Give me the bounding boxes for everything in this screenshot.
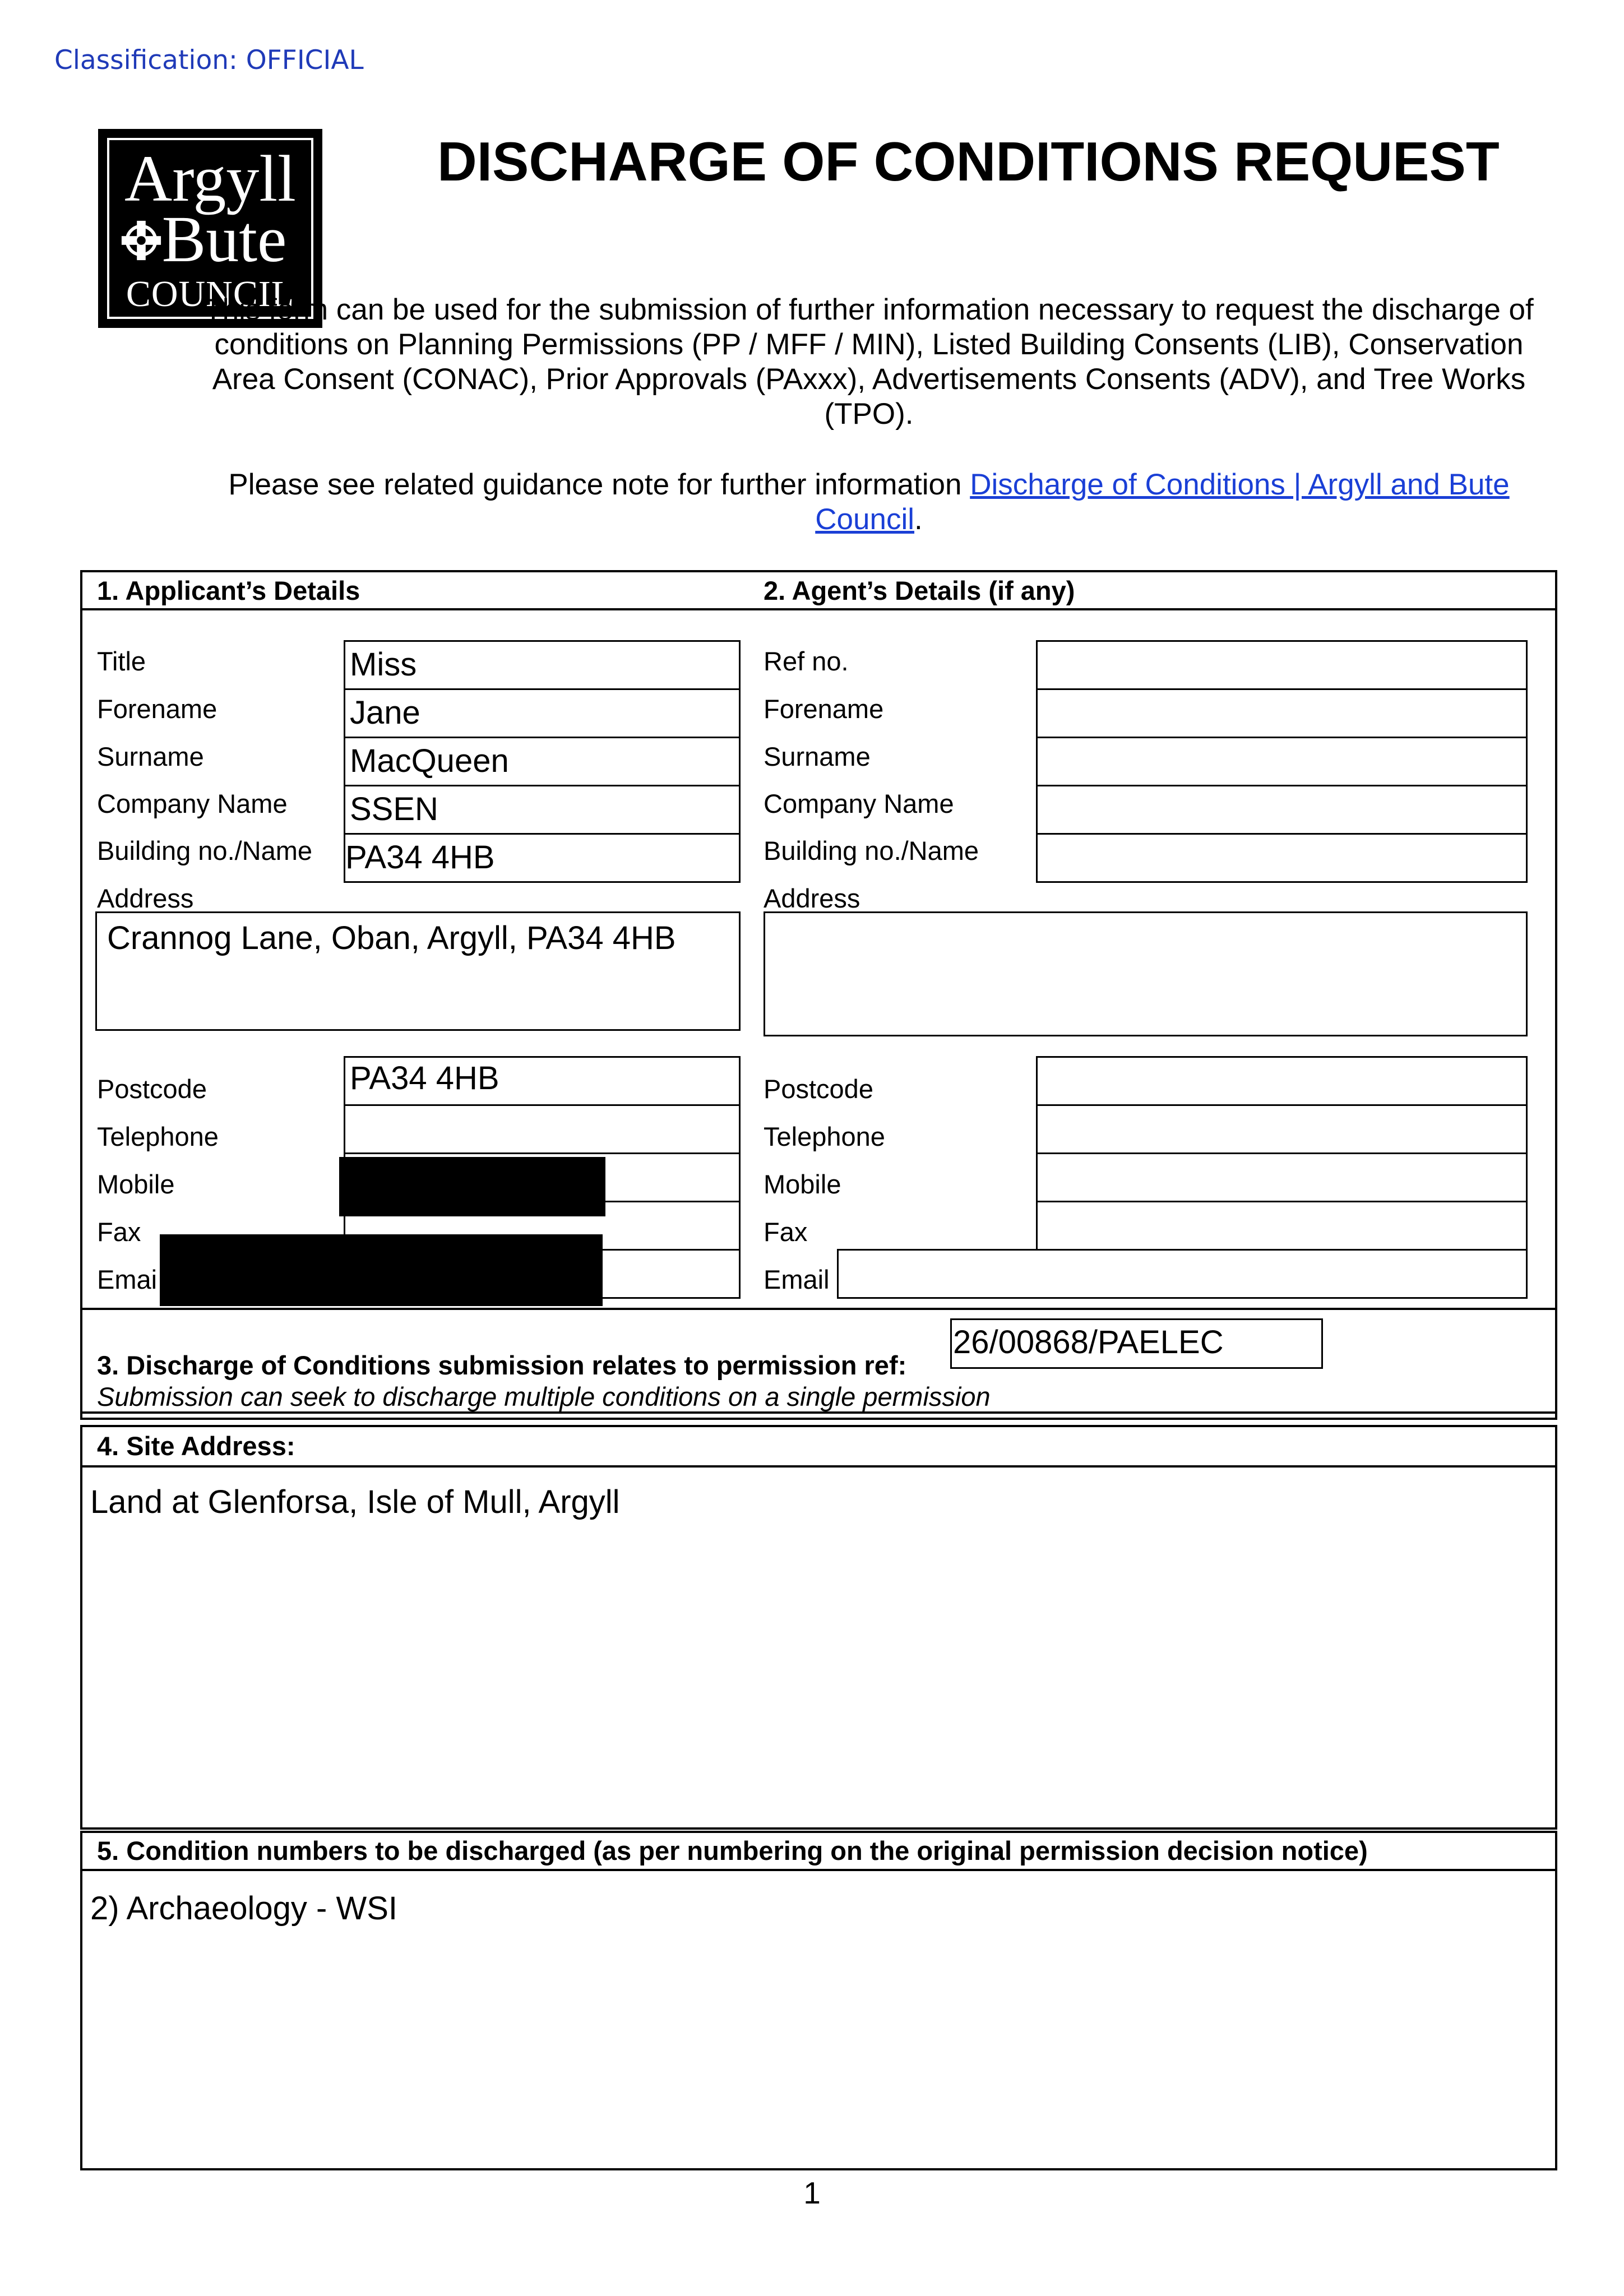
applicant-address-field[interactable]: Crannog Lane, Oban, Argyll, PA34 4HB	[95, 911, 741, 1031]
agent-email-label: Email	[764, 1265, 830, 1294]
agent-ref-label: Ref no.	[764, 646, 849, 676]
conditions-value[interactable]: 2) Archaeology - WSI	[90, 1890, 397, 1927]
applicant-address-label: Address	[97, 883, 194, 913]
agent-telephone-field[interactable]	[1036, 1104, 1528, 1154]
agent-postcode-field[interactable]	[1036, 1056, 1528, 1106]
page-title: DISCHARGE OF CONDITIONS REQUEST	[437, 131, 1500, 192]
agent-building-field[interactable]	[1036, 833, 1528, 883]
agent-address-field[interactable]	[764, 911, 1528, 1036]
intro-text: This form can be used for the submission of further information necessary to request the discharge of conditions on Planning Permissions (PP / MFF / MIN), Listed Building Consents (LIB), Conservation Area Consent (CONAC), Prior Approvals (PAxxx), Advertisements Consents (ADV), and Tree Works (TPO).	[204, 293, 1534, 430]
agent-ref-field[interactable]	[1036, 640, 1528, 690]
applicant-company-field[interactable]: SSEN	[344, 785, 741, 835]
guidance-text: Please see related guidance note for further information	[228, 468, 970, 501]
details-header-divider	[80, 608, 1557, 610]
conditions-header-divider	[80, 1869, 1557, 1871]
page-number: 1	[803, 2175, 821, 2210]
agent-company-field[interactable]	[1036, 785, 1528, 835]
site-address-header-divider	[80, 1465, 1557, 1468]
applicant-surname-label: Surname	[97, 742, 204, 771]
applicant-company-label: Company Name	[97, 789, 288, 818]
agent-mobile-label: Mobile	[764, 1169, 841, 1199]
agent-address-label: Address	[764, 883, 860, 913]
applicant-postcode-label: Postcode	[97, 1074, 207, 1104]
agent-telephone-label: Telephone	[764, 1122, 885, 1151]
agent-mobile-field[interactable]	[1036, 1152, 1528, 1202]
agent-fax-label: Fax	[764, 1217, 808, 1247]
permission-ref-heading: 3. Discharge of Conditions submission relates to permission ref:	[97, 1350, 907, 1380]
agent-surname-field[interactable]	[1036, 737, 1528, 786]
email-redaction	[160, 1234, 603, 1306]
applicant-postcode-field[interactable]: PA34 4HB	[344, 1056, 741, 1106]
applicant-title-label: Title	[97, 646, 146, 676]
agent-forename-field[interactable]	[1036, 688, 1528, 738]
applicant-email-label: Emai	[97, 1265, 158, 1294]
mobile-redaction	[339, 1157, 605, 1216]
guidance-suffix: .	[914, 503, 923, 536]
applicant-telephone-field[interactable]	[344, 1104, 741, 1154]
agent-building-label: Building no./Name	[764, 836, 979, 865]
agent-company-label: Company Name	[764, 789, 954, 818]
applicant-mobile-label: Mobile	[97, 1169, 175, 1199]
agent-forename-label: Forename	[764, 694, 884, 724]
guidance-note	[191, 467, 1547, 537]
conditions-section	[80, 1831, 1557, 2170]
agent-fax-field[interactable]	[1036, 1201, 1528, 1251]
applicant-building-label: Building no./Name	[97, 836, 313, 865]
site-address-heading: 4. Site Address:	[97, 1431, 295, 1461]
classification-label: Classification: OFFICIAL	[54, 45, 364, 76]
agent-heading: 2. Agent’s Details (if any)	[764, 576, 1075, 605]
permission-ref-field[interactable]: 26/00868/PAELEC	[950, 1318, 1323, 1369]
section3-bottom-divider	[80, 1411, 1557, 1414]
applicant-telephone-label: Telephone	[97, 1122, 219, 1151]
applicant-forename-field[interactable]: Jane	[344, 688, 741, 738]
logo-line-3: COUNCIL	[126, 274, 295, 314]
applicant-title-field[interactable]: Miss	[344, 640, 741, 690]
guidance-link[interactable]: Discharge of Conditions | Argyll and Bute Council	[815, 468, 1510, 536]
permission-ref-note: Submission can seek to discharge multiple conditions on a single permission	[97, 1382, 991, 1411]
conditions-heading: 5. Condition numbers to be discharged (as per numbering on the original permission decision notice)	[97, 1836, 1368, 1866]
applicant-surname-field[interactable]: MacQueen	[344, 737, 741, 786]
agent-surname-label: Surname	[764, 742, 871, 771]
applicant-fax-label: Fax	[97, 1217, 141, 1247]
applicant-building-field[interactable]: PA34 4HB	[344, 833, 741, 883]
applicant-heading: 1. Applicant’s Details	[97, 576, 360, 605]
applicant-forename-label: Forename	[97, 694, 218, 724]
site-address-value[interactable]: Land at Glenforsa, Isle of Mull, Argyll	[90, 1484, 620, 1520]
agent-postcode-label: Postcode	[764, 1074, 873, 1104]
logo-line-2: Bute	[161, 202, 287, 276]
logo-line-1: Argyll	[124, 142, 296, 215]
agent-email-field[interactable]	[837, 1249, 1528, 1299]
